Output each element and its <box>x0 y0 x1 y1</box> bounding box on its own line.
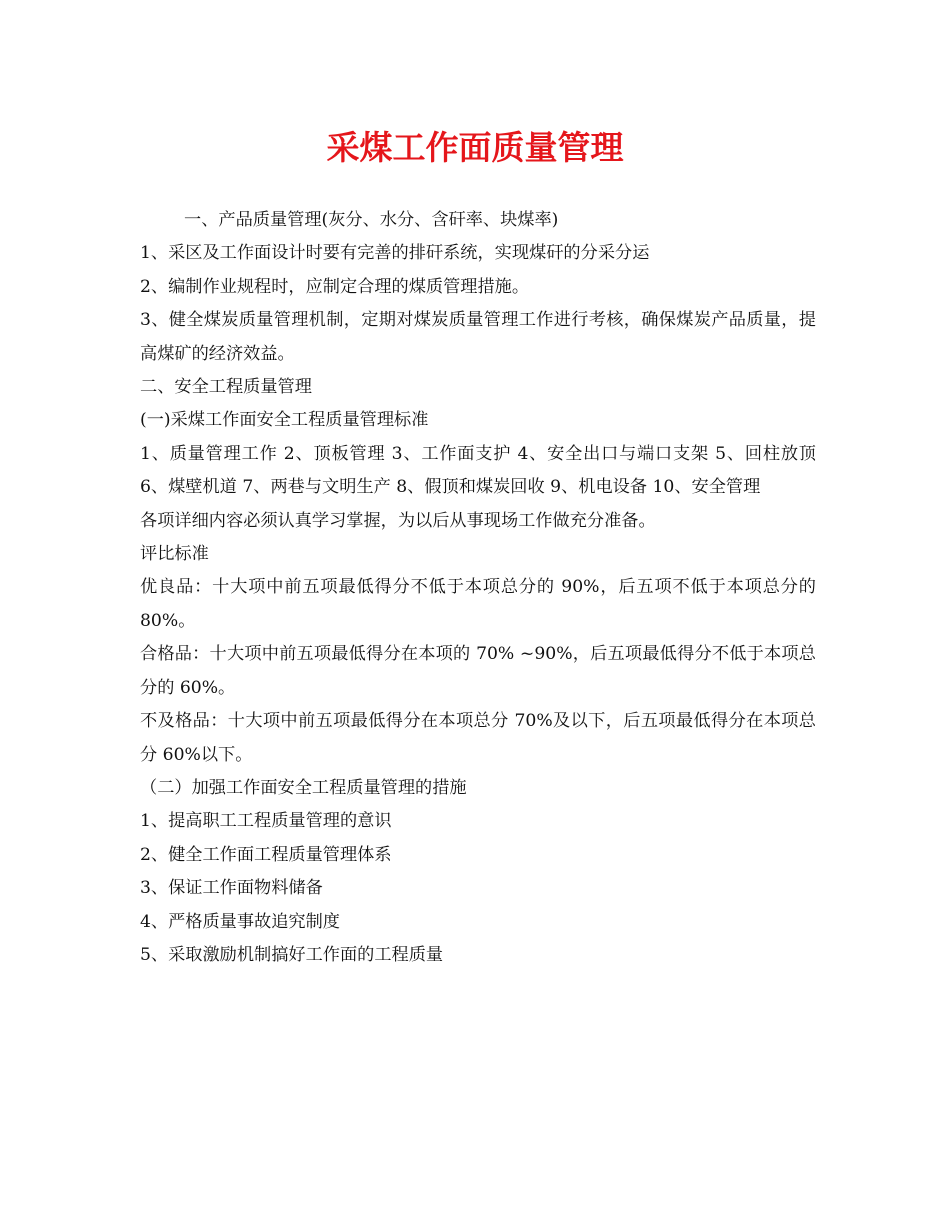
list-item: 3、保证工作面物料储备 <box>140 878 323 899</box>
list-item: 2、编制作业规程时，应制定合理的煤质管理措施。 <box>140 276 530 297</box>
rating-qualified: 合格品：十大项中前五项最低得分在本项的 70% ~90%，后五项最低得分不低于本项总分的 60%。 <box>140 644 816 698</box>
document-body <box>140 204 816 972</box>
rating-unqualified: 不及格品：十大项中前五项最低得分在本项总分 70%及以下，后五项最低得分在本项总分 60%以下。 <box>140 711 816 765</box>
document-title: 采煤工作面质量管理 <box>326 128 624 167</box>
list-item: 5、采取激励机制搞好工作面的工程质量 <box>140 944 444 965</box>
rating-excellent: 优良品：十大项中前五项最低得分不低于本项总分的 90%，后五项不低于本项总分的 80%。 <box>140 577 816 631</box>
standards-list: 1、质量管理工作 2、顶板管理 3、工作面支护 4、安全出口与端口支架 5、回柱放顶 6、煤壁机道 7、两巷与文明生产 8、假顶和煤炭回收 9、机电设备 10、安全管理 <box>140 443 816 498</box>
section-heading-product-quality: 一、产品质量管理(灰分、水分、含矸率、块煤率) <box>184 210 559 230</box>
list-item: 1、采区及工作面设计时要有完善的排矸系统，实现煤矸的分采分运 <box>140 243 650 264</box>
subheading-rating-criteria: 评比标准 <box>140 544 209 565</box>
subsection-heading-measures: （二）加强工作面安全工程质量管理的措施 <box>140 777 467 798</box>
list-item: 3、健全煤炭质量管理机制，定期对煤炭质量管理工作进行考核，确保煤炭产品质量，提高煤矿的经济效益。 <box>140 310 816 364</box>
section-heading-safety-quality: 二、安全工程质量管理 <box>140 377 312 398</box>
list-item: 1、提高职工工程质量管理的意识 <box>140 811 392 832</box>
list-item: 2、健全工作面工程质量管理体系 <box>140 844 392 865</box>
subsection-heading-standards: (一)采煤工作面安全工程质量管理标准 <box>140 410 429 431</box>
list-item: 4、严格质量事故追究制度 <box>140 911 340 932</box>
paragraph: 各项详细内容必须认真学习掌握，为以后从事现场工作做充分准备。 <box>140 510 656 531</box>
